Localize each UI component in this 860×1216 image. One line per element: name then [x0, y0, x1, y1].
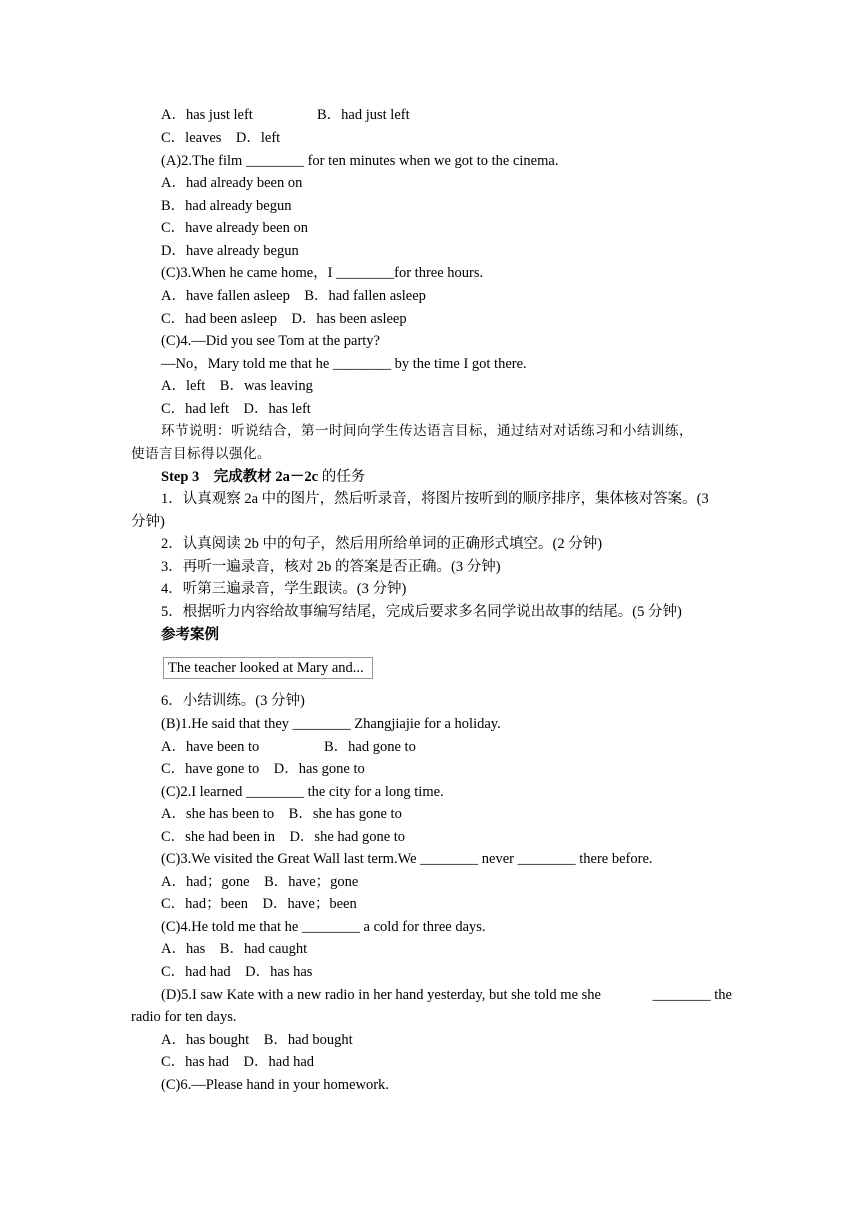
option-ab: A．she has been to B．she has gone to — [161, 806, 402, 822]
step-item-continued: 分钟) — [131, 514, 165, 530]
option-cd: C．had；been D．have；been — [161, 896, 357, 912]
question-stem: (C)4.He told me that he ________ a cold for three days. — [161, 919, 486, 935]
step-item: 2．认真阅读 2b 中的句子，然后用所给单词的正确形式填空。(2 分钟) — [161, 536, 603, 552]
question-stem: (C)2.I learned ________ the city for a long time. — [161, 784, 444, 800]
option-line: C．had left D．has left — [161, 401, 311, 417]
option-line: C．have already been on — [161, 220, 308, 236]
reference-box: The teacher looked at Mary and... — [163, 657, 373, 679]
summary-heading: 6．小结训练。(3 分钟) — [161, 693, 305, 709]
option-b: B．had gone to — [324, 739, 416, 755]
option-line: A．left B．was leaving — [161, 378, 313, 394]
question-stem-continued: radio for ten days. — [131, 1009, 237, 1025]
question-stem: (C)4.—Did you see Tom at the party? — [161, 333, 380, 349]
option-a: A．have been to — [161, 739, 260, 755]
question-stem: (C)3.When he came home，I ________for three hours. — [161, 265, 484, 281]
option-cd: C．she had been in D．she had gone to — [161, 829, 406, 845]
option-cd: C．has had D．had had — [161, 1054, 315, 1070]
step-heading-rest: 的任务 — [318, 469, 366, 485]
step-item: 1．认真观察 2a 中的图片，然后听录音，将图片按听到的顺序排序，集体核对答案。(3 — [161, 491, 709, 507]
option-a: A．has just left — [161, 107, 253, 123]
reference-label: 参考案例 — [161, 627, 219, 643]
section-note-continued: 使语言目标得以强化。 — [131, 446, 271, 462]
option-cd: C．leaves D．left — [161, 130, 281, 146]
step-heading — [161, 467, 365, 487]
option-line: A．have fallen asleep B．had fallen asleep — [161, 288, 426, 304]
question-stem: (C)3.We visited the Great Wall last term.We ________ never ________ there before. — [161, 851, 653, 867]
question-stem: (A)2.The film ________ for ten minutes when we got to the cinema. — [161, 153, 559, 169]
step-heading-bold: Step 3 完成教材 2a－2c — [161, 469, 319, 485]
step-item: 3．再听一遍录音，核对 2b 的答案是否正确。(3 分钟) — [161, 559, 501, 575]
step-item: 4．听第三遍录音，学生跟读。(3 分钟) — [161, 581, 407, 597]
option-ab: A．has B．had caught — [161, 941, 308, 957]
option-ab: A．has bought B．had bought — [161, 1032, 353, 1048]
option-ab: A．had；gone B．have；gone — [161, 874, 359, 890]
option-line: A．had already been on — [161, 175, 303, 191]
option-cd: C．had had D．has has — [161, 964, 313, 980]
question-stem: (C)6.—Please hand in your homework. — [161, 1077, 389, 1093]
question-stem: (D)5.I saw Kate with a new radio in her hand yesterday, but she told me she — [161, 987, 601, 1003]
question-stem-continued: —No，Mary told me that he ________ by the time I got there. — [161, 356, 527, 372]
step-item: 5．根据听力内容给故事编写结尾，完成后要求多名同学说出故事的结尾。(5 分钟) — [161, 604, 682, 620]
option-line: D．have already begun — [161, 243, 299, 259]
option-line: B．had already begun — [161, 198, 292, 214]
question-stem: (B)1.He said that they ________ Zhangjiajie for a holiday. — [161, 716, 501, 732]
question-stem-tail: ________ the — [652, 987, 732, 1003]
option-line: C．had been asleep D．has been asleep — [161, 311, 407, 327]
option-cd: C．have gone to D．has gone to — [161, 761, 365, 777]
option-b: B．had just left — [317, 107, 410, 123]
section-note: 环节说明：听说结合，第一时间向学生传达语言目标，通过结对对话练习和小结训练， — [161, 423, 693, 439]
